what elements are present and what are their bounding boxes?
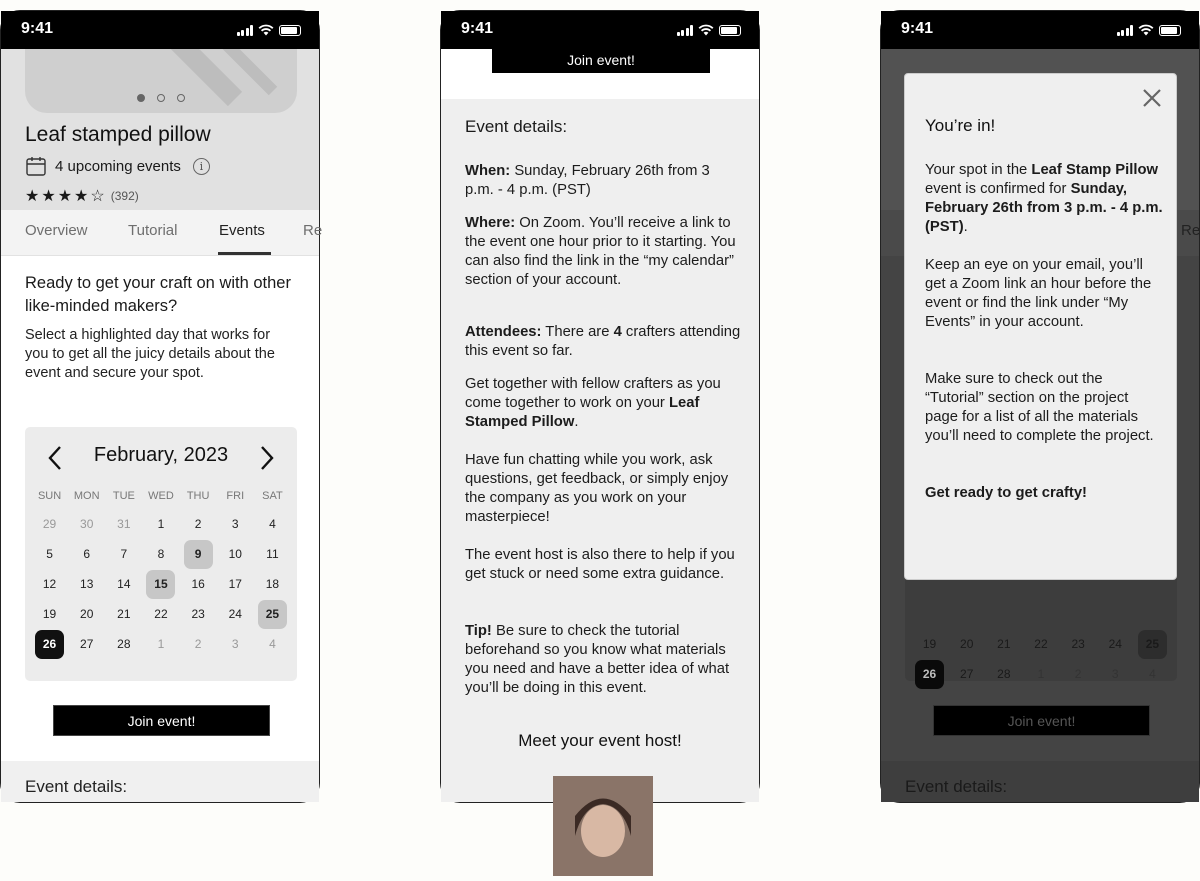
calendar-day[interactable]: 16: [191, 577, 205, 591]
wifi-icon: [258, 24, 274, 36]
calendar-day: 1: [1037, 667, 1045, 681]
weekday-label: FRI: [226, 490, 245, 502]
calendar-day[interactable]: 12: [42, 577, 57, 591]
calendar-day[interactable]: 9: [180, 539, 217, 569]
upcoming-events: [25, 155, 210, 177]
events-question: Ready to get your craft on with other like-minded makers?: [25, 274, 291, 316]
wifi-icon: [698, 24, 714, 36]
calendar-day[interactable]: 2: [194, 517, 202, 531]
event-host-help: The event host is also there to help if you get stuck or need some extra guidance.: [465, 547, 735, 582]
join-event-button[interactable]: Join event!: [492, 49, 710, 73]
calendar-day[interactable]: 17: [228, 577, 242, 591]
battery-icon: [279, 25, 301, 36]
modal-closing: Get ready to get crafty!: [925, 485, 1087, 501]
calendar-day: 20: [960, 637, 974, 651]
calendar-day[interactable]: 24: [228, 607, 242, 621]
calendar-grid: [911, 629, 1171, 689]
email-note: Keep an eye on your email, you’ll get a Zoom link an hour before the event or find the link under “My Events” in your account.: [925, 257, 1152, 330]
rating-count: (392): [110, 189, 139, 203]
event-details-heading: Event details:: [465, 117, 568, 136]
weekday-label: TUE: [112, 490, 135, 502]
events-instruction: Select a highlighted day that works for you to get all the juicy details about the event and secure your spot.: [25, 327, 275, 382]
avatar[interactable]: [553, 776, 653, 876]
phone-screen-events: [0, 10, 323, 803]
calendar-day[interactable]: 14: [117, 577, 131, 591]
star-icon: ☆: [90, 188, 105, 205]
signal-icon: [1117, 25, 1134, 36]
calendar-day[interactable]: 2: [194, 637, 202, 651]
calendar-day: 26: [911, 659, 948, 689]
calendar-day[interactable]: 22: [154, 607, 168, 621]
info-icon[interactable]: i: [193, 158, 210, 175]
weekday-label: THU: [186, 490, 210, 502]
calendar-day[interactable]: 30: [80, 517, 94, 531]
weekday-label: MON: [73, 490, 100, 502]
tutorial-note: Make sure to check out the “Tutorial” section on the project page for a list of all the materials you’ll need to complete the project.: [925, 371, 1154, 444]
carousel-dot[interactable]: [137, 94, 145, 102]
calendar-day[interactable]: 3: [231, 517, 239, 531]
calendar-day[interactable]: 20: [80, 607, 94, 621]
wifi-icon: [1138, 24, 1154, 36]
calendar-day: 25: [1134, 629, 1171, 659]
tab-tutorial[interactable]: Tutorial: [128, 222, 178, 239]
event-details-section: [881, 761, 1199, 802]
event-calendar: [25, 427, 297, 681]
calendar-day[interactable]: 1: [157, 637, 165, 651]
calendar-day: 22: [1034, 637, 1048, 651]
confirmation-modal: [904, 73, 1177, 580]
signal-icon: [237, 25, 254, 36]
calendar-day: 27: [960, 667, 974, 681]
calendar-day[interactable]: 31: [117, 517, 131, 531]
status-time: 9:41: [461, 20, 494, 37]
status-bar: [881, 11, 1199, 49]
event-details-section: [1, 761, 319, 802]
calendar-day[interactable]: 29: [42, 517, 57, 531]
carousel-dot[interactable]: [177, 94, 185, 102]
active-tab-indicator: [218, 252, 271, 255]
event-details-panel: [441, 99, 759, 802]
tab-reviews: Re: [1181, 222, 1200, 239]
status-bar: [441, 11, 759, 49]
product-image-carousel[interactable]: [25, 49, 297, 113]
calendar-day[interactable]: 4: [269, 517, 276, 531]
meet-host-heading: Meet your event host!: [518, 731, 682, 750]
calendar-day[interactable]: 21: [117, 607, 131, 621]
calendar-day[interactable]: 11: [266, 547, 279, 561]
calendar-day[interactable]: 8: [157, 547, 165, 561]
event-tip: Tip! Be sure to check the tutorial beforehand so you know what materials you need and have a better idea of what you’ll be doing in this event.: [465, 623, 730, 696]
calendar-day[interactable]: 19: [42, 607, 57, 621]
carousel-dot[interactable]: [157, 94, 165, 102]
calendar-day[interactable]: 6: [83, 547, 91, 561]
calendar-day: 4: [1149, 667, 1156, 681]
tab-events[interactable]: Events: [219, 222, 265, 239]
calendar-day: 2: [1074, 667, 1082, 681]
status-time: 9:41: [21, 20, 54, 37]
calendar-day[interactable]: 4: [269, 637, 276, 651]
phone-screen-confirmation: [880, 10, 1200, 803]
event-fun-text: Have fun chatting while you work, ask questions, get feedback, or simply enjoy the company as you work on your masterpiece!: [465, 452, 729, 525]
product-hero: [1, 49, 319, 210]
calendar-day[interactable]: 1: [157, 517, 165, 531]
battery-icon: [1159, 25, 1181, 36]
event-details-heading: Event details:: [905, 777, 1008, 796]
calendar-day: 28: [997, 667, 1011, 681]
carousel-dots: [137, 94, 185, 102]
calendar-day[interactable]: 23: [191, 607, 205, 621]
calendar-day[interactable]: 27: [80, 637, 94, 651]
calendar-icon: [25, 155, 47, 177]
upcoming-events-label: 4 upcoming events: [55, 157, 181, 175]
tab-overview[interactable]: Overview: [25, 222, 88, 239]
join-event-button[interactable]: Join event!: [53, 705, 270, 736]
calendar-day[interactable]: 18: [265, 577, 280, 591]
calendar-day[interactable]: 15: [142, 569, 179, 599]
confirmation-text: Your spot in the Leaf Stamp Pillow event is confirmed for Sunday, February 26th from 3 p.m. - 4 p.m. (PST).: [925, 162, 1163, 235]
chevron-right-icon[interactable]: [253, 444, 279, 472]
event-attendees: Attendees: There are 4 crafters attending this event so far.: [465, 324, 741, 359]
signal-icon: [677, 25, 694, 36]
close-icon[interactable]: [1141, 87, 1163, 109]
calendar-day: 3: [1111, 667, 1119, 681]
modal-title: You’re in!: [925, 116, 996, 135]
calendar-month: February, 2023: [93, 444, 229, 466]
product-title: Leaf stamped pillow: [25, 123, 211, 146]
calendar-day[interactable]: 26: [31, 629, 68, 659]
event-details-heading: Event details:: [25, 777, 128, 796]
event-where: Where: On Zoom. You’ll receive a link to the event one hour prior to it starting. You can also find the link in the “my calendar” section of your account.: [465, 215, 736, 288]
tab-bar: [1, 210, 323, 256]
weekday-label: SAT: [262, 490, 283, 502]
battery-icon: [719, 25, 741, 36]
status-bar: [1, 11, 319, 49]
event-when: When: Sunday, February 26th from 3 p.m. - 4 p.m. (PST): [465, 163, 710, 198]
calendar-day: 19: [922, 637, 937, 651]
status-time: 9:41: [901, 20, 934, 37]
star-icon: ★: [57, 188, 73, 205]
calendar-day: 21: [997, 637, 1011, 651]
events-tab-content: [1, 256, 319, 761]
calendar-day[interactable]: 13: [80, 577, 94, 591]
weekday-label: WED: [148, 490, 174, 502]
calendar-day: 24: [1108, 637, 1122, 651]
phone-screen-event-details: [440, 10, 760, 803]
star-rating: [25, 186, 139, 206]
calendar-day[interactable]: 25: [254, 599, 291, 629]
star-icon: ★: [74, 188, 89, 205]
event-description: Get together with fellow crafters as you come together to work on your Leaf Stamped Pillow.: [465, 376, 721, 430]
calendar-day[interactable]: 10: [228, 547, 242, 561]
calendar-day[interactable]: 3: [231, 637, 239, 651]
star-icon: ★: [25, 188, 40, 205]
tab-reviews[interactable]: Re: [303, 222, 323, 239]
calendar-day[interactable]: 28: [117, 637, 131, 651]
weekday-label: SUN: [37, 490, 62, 502]
star-icon: ★: [41, 188, 56, 205]
calendar-day: 23: [1071, 637, 1085, 651]
calendar-day[interactable]: 5: [46, 547, 53, 561]
calendar-day[interactable]: 7: [120, 547, 128, 561]
calendar-grid: [31, 483, 291, 659]
join-event-button: Join event!: [933, 705, 1150, 736]
